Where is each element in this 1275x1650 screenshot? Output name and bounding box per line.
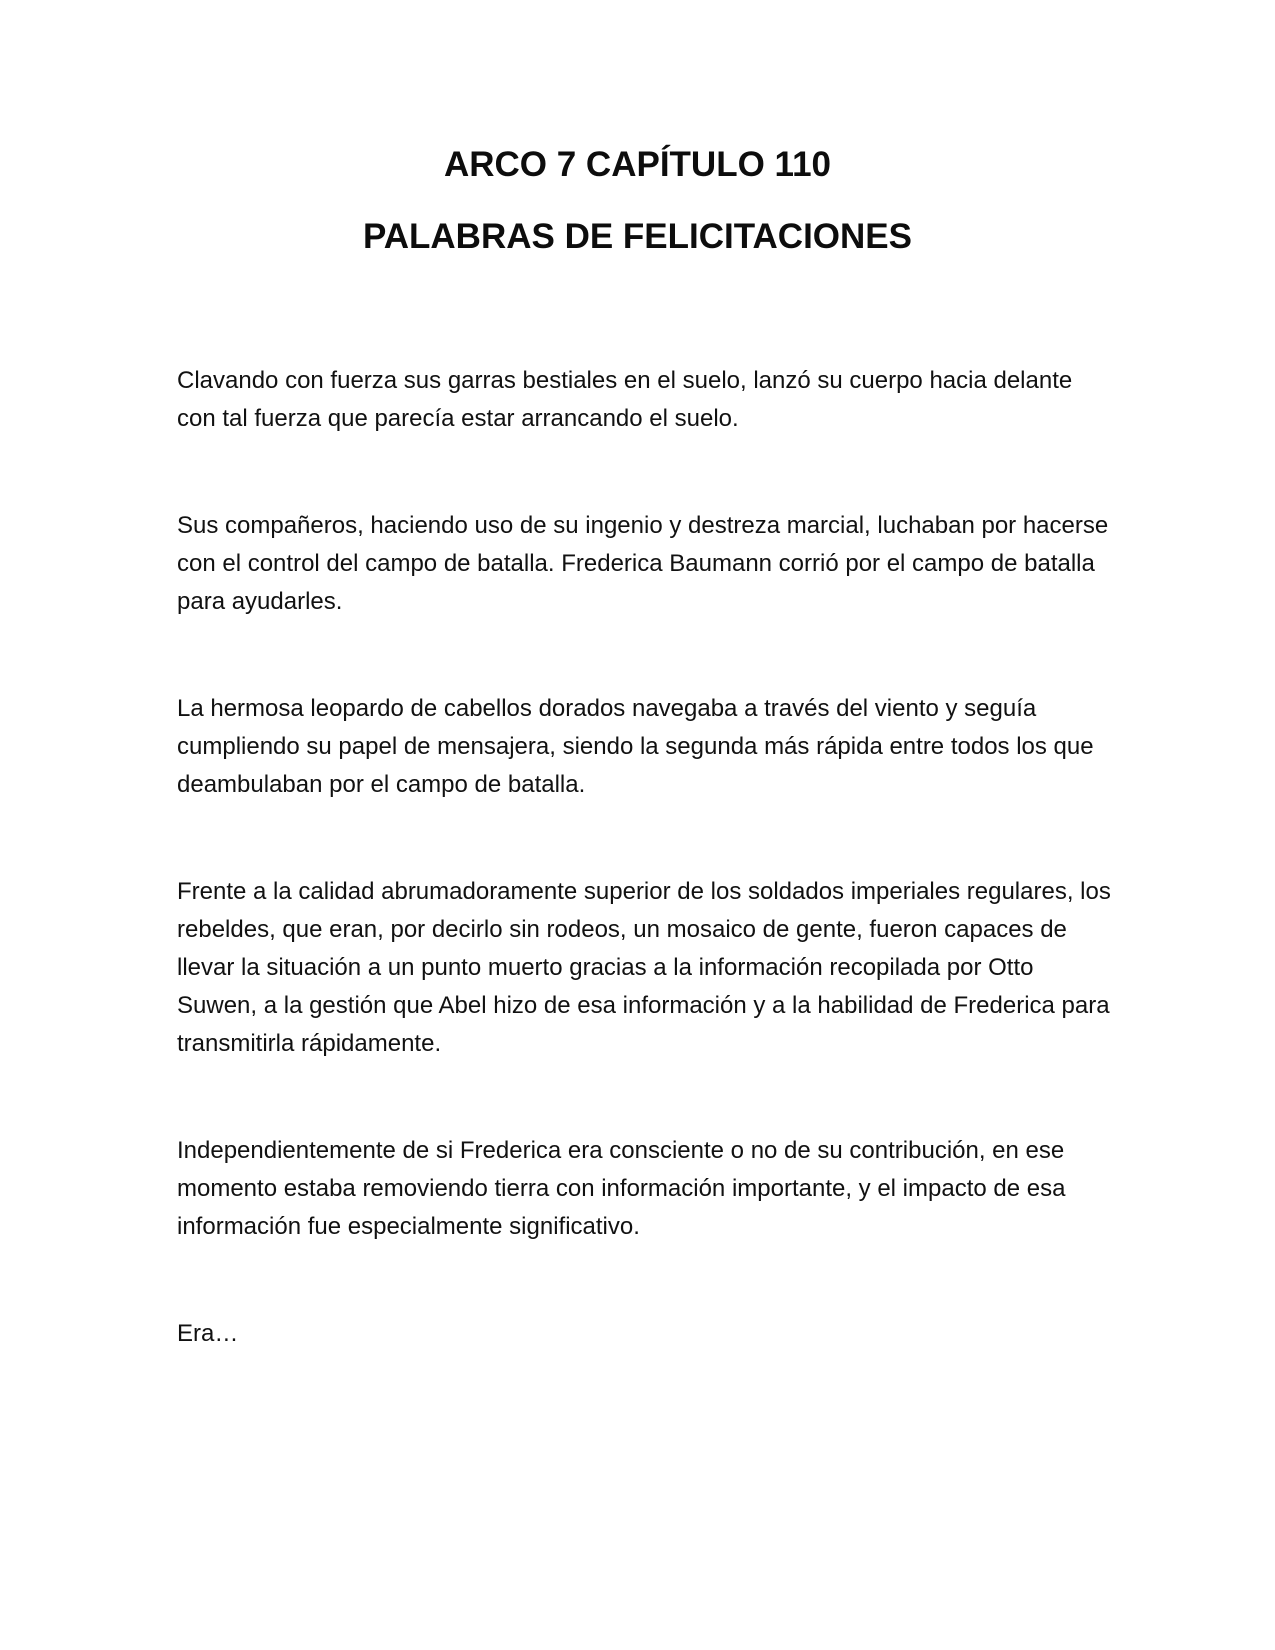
paragraph: Sus compañeros, haciendo uso de su ingenio y destreza marcial, luchaban por hacerse con el control del campo de batalla. Frederica Baumann corrió por el campo de batalla para ayudarles. <box>177 512 1109 615</box>
paragraph: Era… <box>177 1320 239 1347</box>
chapter-number-heading: ARCO 7 CAPÍTULO 110 <box>443 145 832 184</box>
chapter-name-heading: PALABRAS DE FELICITACIONES <box>363 217 912 256</box>
paragraph: Clavando con fuerza sus garras bestiales en el suelo, lanzó su cuerpo hacia delante con tal fuerza que parecía estar arrancando el suelo. <box>177 367 1073 432</box>
paragraph: La hermosa leopardo de cabellos dorados navegaba a través del viento y seguía cumpliendo su papel de mensajera, siendo la segunda más rápida entre todos los que deambulaban por el campo de batalla. <box>177 695 1094 798</box>
chapter-title <box>0 145 1275 256</box>
chapter-body <box>177 362 1117 1353</box>
paragraph: Independientemente de si Frederica era consciente o no de su contribución, en ese momento estaba removiendo tierra con información importante, y el impacto de esa información fue especialmente significativo. <box>177 1137 1066 1240</box>
paragraph: Frente a la calidad abrumadoramente superior de los soldados imperiales regulares, los rebeldes, que eran, por decirlo sin rodeos, un mosaico de gente, fueron capaces de llevar la situación a un punto muerto gracias a la información recopilada por Otto Suwen, a la gestión que Abel hizo de esa información y a la habilidad de Frederica para transmitirla rápidamente. <box>177 878 1111 1057</box>
